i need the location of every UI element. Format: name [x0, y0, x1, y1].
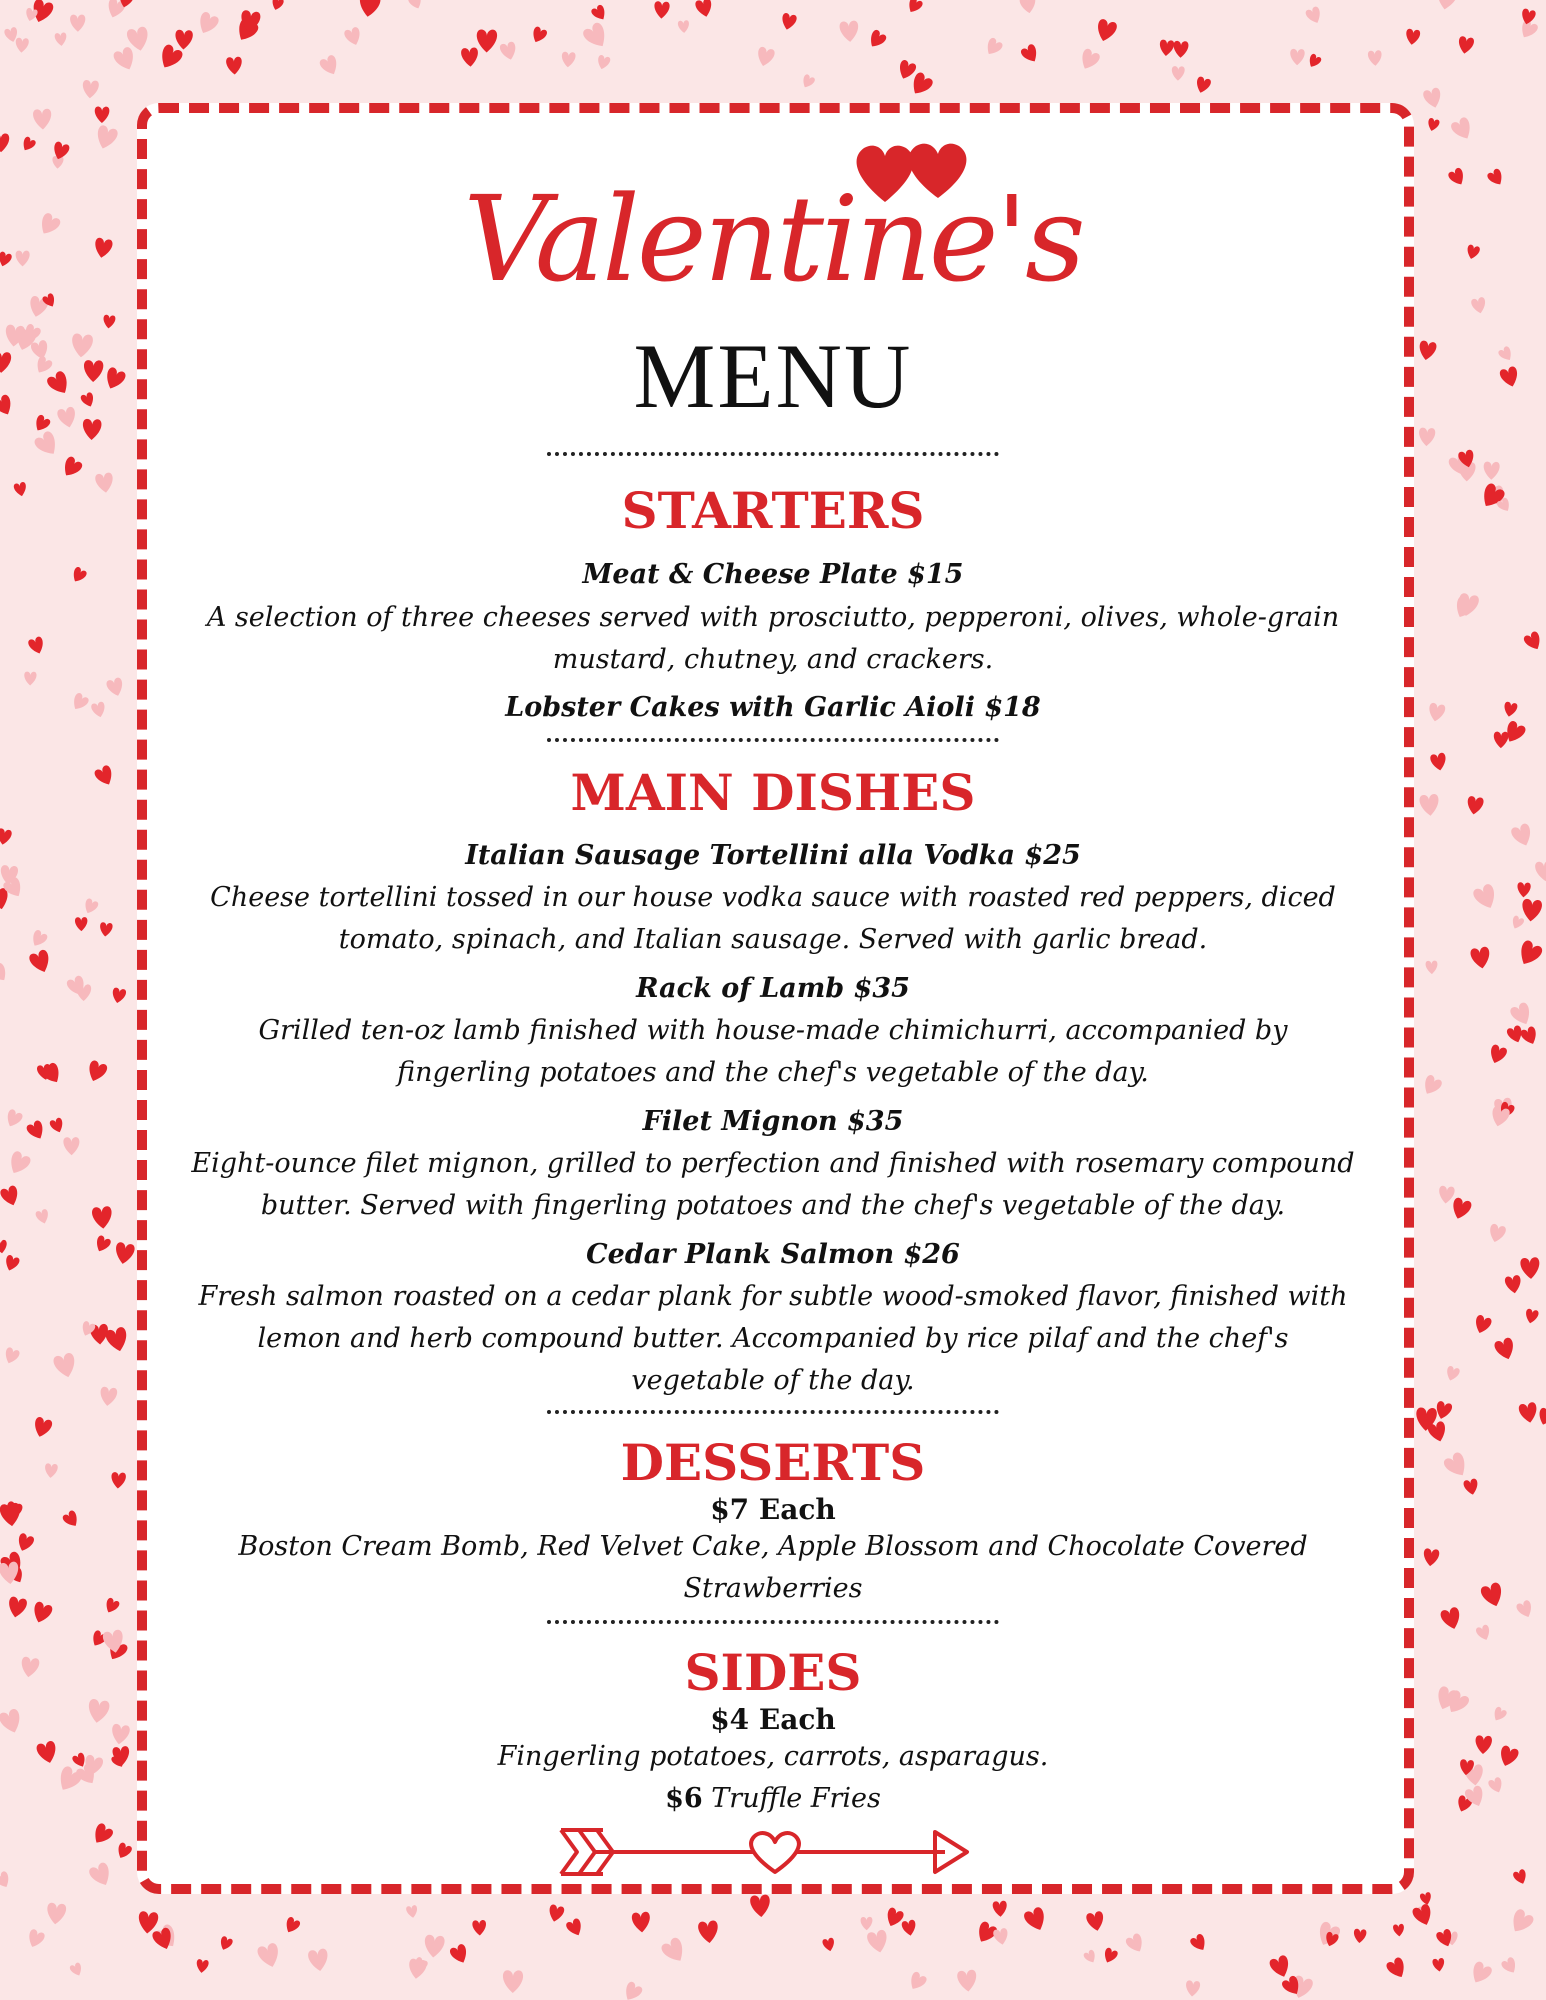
background-heart-icon — [36, 1740, 60, 1765]
background-heart-icon — [103, 1597, 121, 1615]
background-heart-icon — [32, 414, 52, 434]
divider — [547, 1620, 999, 1624]
background-heart-icon — [1442, 1451, 1471, 1481]
background-heart-icon — [90, 701, 107, 719]
sides-description: Fingerling potatoes, carrots, asparagus. — [497, 1741, 1049, 1772]
background-heart-icon — [0, 393, 16, 418]
background-heart-icon — [82, 419, 101, 441]
background-heart-icon — [33, 109, 52, 130]
item-description: Grilled ten-oz lamb finished with house-made chimichurri, accompanied by fingerling potatoes and the chef's vegetable of the day. — [258, 1015, 1288, 1088]
background-heart-icon — [1517, 882, 1531, 898]
background-heart-icon — [56, 406, 78, 429]
background-heart-icon — [70, 15, 85, 32]
background-heart-icon — [1438, 1185, 1455, 1204]
background-heart-icon — [1419, 794, 1440, 817]
background-heart-icon — [95, 472, 115, 494]
divider — [547, 452, 999, 456]
background-heart-icon — [15, 1532, 35, 1553]
background-heart-icon — [1466, 796, 1484, 816]
background-heart-icon — [110, 1723, 130, 1745]
background-heart-icon — [1507, 1907, 1535, 1936]
background-heart-icon — [15, 37, 29, 53]
background-heart-icon — [1504, 1275, 1522, 1295]
background-heart-icon — [1479, 1581, 1505, 1609]
background-heart-icon — [0, 1870, 13, 1890]
background-heart-icon — [1487, 1776, 1505, 1795]
background-heart-icon — [3, 1108, 23, 1129]
background-heart-icon — [1422, 1548, 1439, 1567]
background-heart-icon — [16, 251, 30, 267]
background-heart-icon — [1500, 1956, 1519, 1976]
section-heading-sides: SIDES — [684, 1643, 862, 1702]
background-heart-icon — [61, 1509, 81, 1529]
background-heart-icon — [0, 352, 11, 374]
background-heart-icon — [102, 366, 127, 392]
background-heart-icon — [52, 1352, 78, 1380]
background-heart-icon — [1417, 340, 1437, 361]
background-heart-icon — [31, 1416, 53, 1439]
background-heart-icon — [0, 1502, 22, 1527]
background-heart-icon — [137, 1911, 158, 1934]
background-heart-icon — [1457, 36, 1475, 55]
background-heart-icon — [5, 1150, 32, 1178]
background-heart-icon — [75, 917, 88, 931]
background-heart-icon — [86, 1698, 110, 1724]
background-heart-icon — [0, 1708, 24, 1736]
background-heart-icon — [111, 1472, 127, 1489]
background-heart-icon — [33, 430, 62, 460]
background-heart-icon — [1471, 297, 1488, 315]
background-heart-icon — [46, 1902, 67, 1925]
item-description: A selection of three cheeses served with prosciutto, pepperoni, olives, whole-grain mustard, chutney, and crackers. — [206, 602, 1340, 675]
background-heart-icon — [82, 898, 99, 916]
background-heart-icon — [25, 1928, 46, 1950]
background-heart-icon — [1435, 0, 1459, 11]
background-heart-icon — [112, 46, 138, 73]
background-heart-icon — [113, 1242, 135, 1266]
background-heart-icon — [1524, 1308, 1539, 1324]
background-heart-icon — [93, 237, 114, 259]
background-heart-icon — [1487, 1044, 1508, 1066]
background-heart-icon — [1497, 1745, 1520, 1769]
background-heart-icon — [1483, 462, 1500, 480]
background-heart-icon — [6, 1596, 27, 1619]
background-heart-icon — [63, 1137, 79, 1155]
background-heart-icon — [99, 922, 113, 937]
background-heart-icon — [1475, 1735, 1492, 1754]
background-heart-icon — [1523, 630, 1545, 653]
background-heart-icon — [1463, 1478, 1480, 1496]
background-heart-icon — [59, 455, 84, 480]
background-heart-icon — [1449, 1197, 1472, 1222]
item-name: Meat & Cheese Plate $15 — [582, 559, 964, 590]
item-name: Lobster Cakes with Garlic Aioli $18 — [505, 692, 1041, 723]
background-heart-icon — [1405, 28, 1421, 45]
background-heart-icon — [114, 1842, 133, 1861]
divider — [547, 1410, 999, 1414]
background-heart-icon — [49, 1117, 66, 1135]
background-heart-icon — [1510, 915, 1525, 931]
background-heart-icon — [95, 107, 110, 124]
background-heart-icon — [1487, 1223, 1507, 1244]
background-heart-icon — [0, 962, 11, 985]
background-heart-icon — [1420, 1074, 1443, 1098]
background-heart-icon — [1470, 946, 1492, 970]
background-heart-icon — [44, 1463, 58, 1478]
background-heart-icon — [45, 370, 73, 398]
background-heart-icon — [1393, 1924, 1405, 1937]
section-heading-main-dishes: MAIN DISHES — [570, 763, 976, 822]
background-heart-icon — [0, 828, 12, 846]
menu-title: MENU — [633, 325, 913, 427]
background-heart-icon — [69, 692, 90, 713]
background-heart-icon — [3, 1254, 21, 1273]
sides-extra — [190, 1778, 1356, 1820]
background-heart-icon — [0, 1240, 8, 1254]
background-heart-icon — [1411, 1903, 1435, 1928]
background-heart-icon — [1493, 1337, 1517, 1362]
background-heart-icon — [0, 1561, 20, 1585]
background-heart-icon — [1426, 117, 1440, 132]
background-heart-icon — [1419, 1892, 1432, 1906]
sides-extra-price: $6 — [665, 1783, 703, 1814]
sides-price: $4 Each — [710, 1703, 836, 1736]
background-heart-icon — [1520, 8, 1537, 26]
background-heart-icon — [40, 1061, 64, 1086]
desserts-price: $7 Each — [710, 1493, 836, 1526]
background-heart-icon — [20, 136, 37, 154]
item-name: Filet Mignon $35 — [642, 1106, 904, 1137]
background-heart-icon — [54, 32, 67, 46]
background-heart-icon — [1515, 1599, 1535, 1620]
background-heart-icon — [1519, 1025, 1539, 1046]
background-heart-icon — [1468, 1960, 1494, 1987]
background-heart-icon — [1512, 1868, 1529, 1886]
background-heart-icon — [29, 929, 49, 949]
divider — [547, 738, 999, 742]
background-heart-icon — [27, 636, 46, 656]
background-heart-icon — [69, 1962, 84, 1978]
background-heart-icon — [30, 1601, 53, 1626]
item-name: Italian Sausage Tortellini alla Vodka $25 — [465, 840, 1081, 871]
heart-arrow-icon — [555, 1820, 991, 1884]
section-heading-desserts: DESSERTS — [620, 1433, 926, 1492]
background-heart-icon — [20, 1656, 40, 1678]
background-heart-icon — [1418, 427, 1435, 446]
background-heart-icon — [1385, 1956, 1409, 1981]
background-heart-icon — [1475, 1624, 1492, 1642]
background-heart-icon — [1520, 1257, 1540, 1280]
background-heart-icon — [1430, 752, 1448, 772]
background-heart-icon — [93, 764, 116, 788]
background-heart-icon — [1444, 1365, 1460, 1382]
background-heart-icon — [1425, 961, 1437, 975]
background-heart-icon — [0, 1185, 21, 1208]
background-heart-icon — [0, 133, 9, 152]
background-heart-icon — [1486, 168, 1506, 189]
background-heart-icon — [28, 949, 53, 976]
background-heart-icon — [1427, 702, 1446, 722]
background-heart-icon — [70, 566, 88, 585]
background-heart-icon — [103, 314, 116, 329]
background-heart-icon — [1536, 1407, 1546, 1427]
background-heart-icon — [105, 677, 125, 698]
background-heart-icon — [1465, 244, 1480, 261]
sides-extra-name: Truffle Fries — [711, 1783, 881, 1814]
background-heart-icon — [111, 987, 127, 1004]
background-heart-icon — [105, 1326, 130, 1353]
background-heart-icon — [1491, 1706, 1508, 1724]
background-heart-icon — [35, 1208, 51, 1225]
item-name: Cedar Plank Salmon $26 — [586, 1239, 960, 1270]
background-heart-icon — [1510, 822, 1535, 848]
background-heart-icon — [1447, 167, 1468, 188]
background-heart-icon — [82, 80, 99, 99]
item-name: Rack of Lamb $35 — [636, 973, 910, 1004]
background-heart-icon — [1499, 365, 1521, 388]
item-description: Cheese tortellini tossed in our house vodka sauce with roasted red peppers, diced tomato, spinach, and Italian sausage. Served with garlic bread. — [210, 882, 1336, 955]
background-heart-icon — [1521, 898, 1543, 922]
background-heart-icon — [1503, 701, 1518, 718]
background-heart-icon — [1434, 1400, 1453, 1421]
background-heart-icon — [24, 672, 37, 686]
background-heart-icon — [1432, 1958, 1445, 1973]
desserts-description: Boston Cream Bomb, Red Velvet Cake, Apple Blossom and Chocolate Covered Strawberries — [238, 1531, 1308, 1604]
background-heart-icon — [0, 251, 13, 268]
background-heart-icon — [13, 482, 28, 498]
menu-content — [160, 0, 1386, 2000]
background-heart-icon — [1535, 860, 1546, 882]
section-heading-starters: STARTERS — [621, 481, 925, 540]
background-heart-icon — [1494, 732, 1509, 749]
background-heart-icon — [83, 360, 103, 382]
background-heart-icon — [89, 1822, 114, 1848]
background-heart-icon — [1472, 883, 1500, 913]
background-heart-icon — [25, 1119, 47, 1142]
item-description: Fresh salmon roasted on a cedar plank for subtle wood-smoked flavor, finished with lemon and herb compound butter. Accompanied by rice pilaf and the chef's vegetable of the day. — [198, 1281, 1348, 1396]
background-heart-icon — [92, 1206, 114, 1230]
background-heart-icon — [85, 1059, 109, 1084]
background-heart-icon — [99, 1386, 118, 1407]
background-heart-icon — [88, 1861, 115, 1889]
background-heart-icon — [1472, 1314, 1492, 1336]
background-heart-icon — [93, 124, 119, 151]
background-heart-icon — [1509, 1001, 1535, 1028]
background-heart-icon — [80, 391, 97, 408]
background-heart-icon — [1515, 939, 1544, 969]
background-heart-icon — [36, 212, 62, 239]
background-heart-icon — [1422, 87, 1443, 110]
item-description: Eight-ounce filet mignon, grilled to perfection and finished with rosemary compound butter. Served with fingerling potatoes and the chef's vegetable of the day. — [191, 1148, 1355, 1221]
menu-title-script: Valentine's — [463, 170, 1083, 308]
background-heart-icon — [2, 1347, 20, 1366]
background-heart-icon — [1449, 116, 1475, 143]
background-heart-icon — [71, 333, 94, 358]
background-heart-icon — [1439, 1606, 1463, 1631]
background-heart-icon — [1497, 345, 1515, 363]
background-heart-icon — [93, 1235, 112, 1255]
background-heart-icon — [1518, 1402, 1539, 1425]
